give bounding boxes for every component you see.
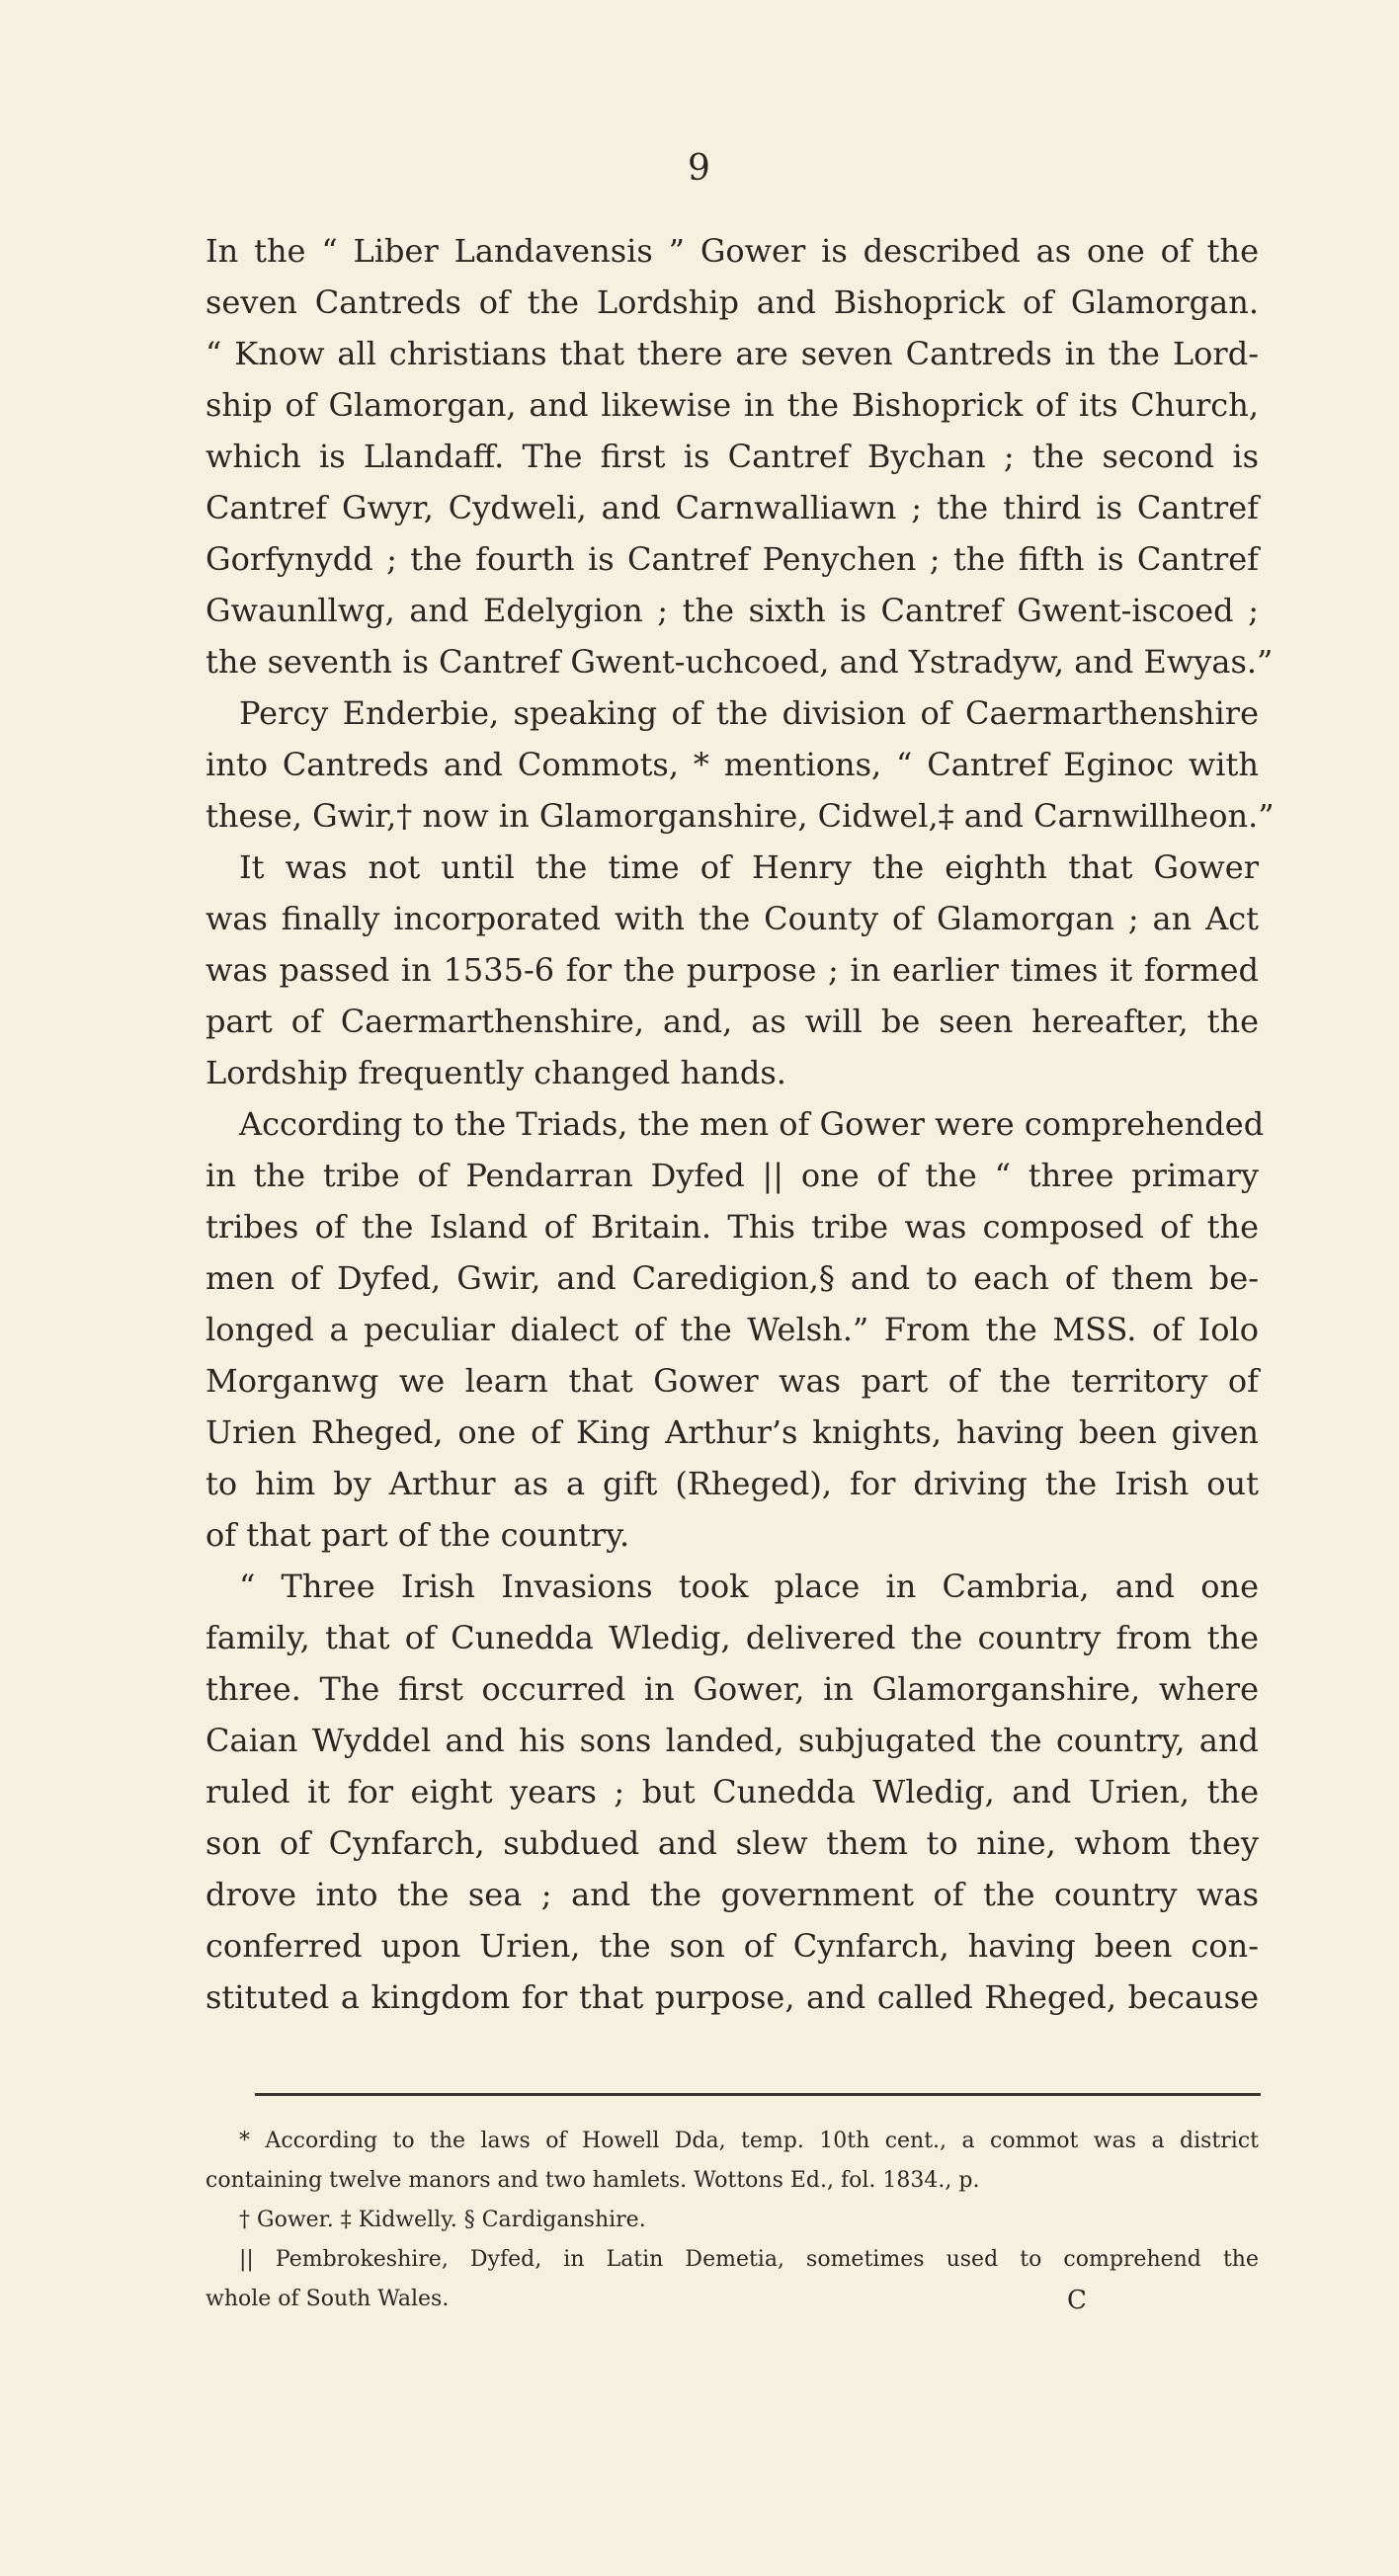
footnote-divider <box>255 2093 1261 2096</box>
text-line: tribes of the Island of Britain. This tribe was composed of the <box>206 1208 1259 1246</box>
text-line: into Cantreds and Commots, * mentions, “ Cantref Eginoc with <box>206 746 1259 783</box>
footnotes <box>206 2122 1259 2319</box>
footnote-line: || Pembrokeshire, Dyfed, in Latin Demetia, sometimes used to comprehend the <box>239 2247 1259 2272</box>
text-line: Gorfynydd ; the fourth is Cantref Penychen ; the fifth is Cantref <box>206 540 1259 578</box>
text-line: Lordship frequently changed hands. <box>206 1054 786 1091</box>
text-line: part of Caermarthenshire, and, as will be seen hereafter, the <box>206 1003 1259 1040</box>
text-line: was passed in 1535-6 for the purpose ; in earlier times it formed <box>206 951 1259 989</box>
text-line: these, Gwir,† now in Glamorganshire, Cidwel,‡ and Carnwillheon.” <box>206 797 1275 835</box>
footnote-line: whole of South Wales. <box>206 2287 450 2311</box>
text-line: Gwaunllwg, and Edelygion ; the sixth is Cantref Gwent-iscoed ; <box>206 592 1259 629</box>
text-line: stituted a kingdom for that purpose, and called Rheged, because <box>206 1978 1259 2016</box>
footnote-line: * According to the laws of Howell Dda, temp. 10th cent., a commot was a district <box>239 2129 1259 2153</box>
signature-mark: C <box>1067 2286 1087 2315</box>
text-line: conferred upon Urien, the son of Cynfarch, having been con- <box>206 1927 1259 1965</box>
text-line: ruled it for eight years ; but Cunedda Wledig, and Urien, the <box>206 1773 1259 1811</box>
text-line: three. The first occurred in Gower, in Glamorganshire, where <box>206 1670 1259 1708</box>
text-line: drove into the sea ; and the government of the country was <box>206 1876 1259 1913</box>
text-line: Urien Rheged, one of King Arthur’s knights, having been given <box>206 1413 1259 1451</box>
text-line: family, that of Cunedda Wledig, delivered the country from the <box>206 1619 1259 1656</box>
paragraph-start: It was not until the time of Henry the eighth that Gower <box>239 848 1259 886</box>
paragraph-start: According to the Triads, the men of Gower were comprehended <box>239 1105 1265 1143</box>
text-line: in the tribe of Pendarran Dyfed || one of the “ three primary <box>206 1157 1259 1194</box>
text-line: the seventh is Cantref Gwent-uchcoed, and Ystradyw, and Ewyas.” <box>206 643 1274 681</box>
text-line: ship of Glamorgan, and likewise in the Bishoprick of its Church, <box>206 386 1259 424</box>
text-line: men of Dyfed, Gwir, and Caredigion,§ and to each of them be- <box>206 1259 1259 1297</box>
paragraph-start: “ Three Irish Invasions took place in Cambria, and one <box>239 1568 1259 1605</box>
text-line: Morganwg we learn that Gower was part of the territory of <box>206 1362 1259 1400</box>
text-line: In the “ Liber Landavensis ” Gower is described as one of the <box>206 232 1259 270</box>
text-line: was finally incorporated with the County of Glamorgan ; an Act <box>206 900 1259 937</box>
text-line: Cantref Gwyr, Cydweli, and Carnwalliawn ; the third is Cantref <box>206 489 1259 526</box>
text-line: which is Llandaff. The first is Cantref Bychan ; the second is <box>206 438 1259 475</box>
text-line: of that part of the country. <box>206 1516 630 1554</box>
text-line: son of Cynfarch, subdued and slew them to nine, whom they <box>206 1824 1259 1862</box>
text-line: “ Know all christians that there are seven Cantreds in the Lord- <box>206 335 1259 372</box>
page-number: 9 <box>688 148 711 189</box>
footnote-line: † Gower. ‡ Kidwelly. § Cardiganshire. <box>239 2208 646 2232</box>
body-text <box>206 225 1275 2023</box>
footnote-line: containing twelve manors and two hamlets. Wottons Ed., fol. 1834., p. <box>206 2168 980 2193</box>
paragraph-start: Percy Enderbie, speaking of the division of Caermarthenshire <box>239 694 1259 732</box>
text-line: longed a peculiar dialect of the Welsh.” From the MSS. of Iolo <box>206 1311 1259 1348</box>
text-line: to him by Arthur as a gift (Rheged), for driving the Irish out <box>206 1465 1259 1502</box>
text-line: Caian Wyddel and his sons landed, subjugated the country, and <box>206 1722 1259 1759</box>
text-line: seven Cantreds of the Lordship and Bishoprick of Glamorgan. <box>206 283 1259 321</box>
